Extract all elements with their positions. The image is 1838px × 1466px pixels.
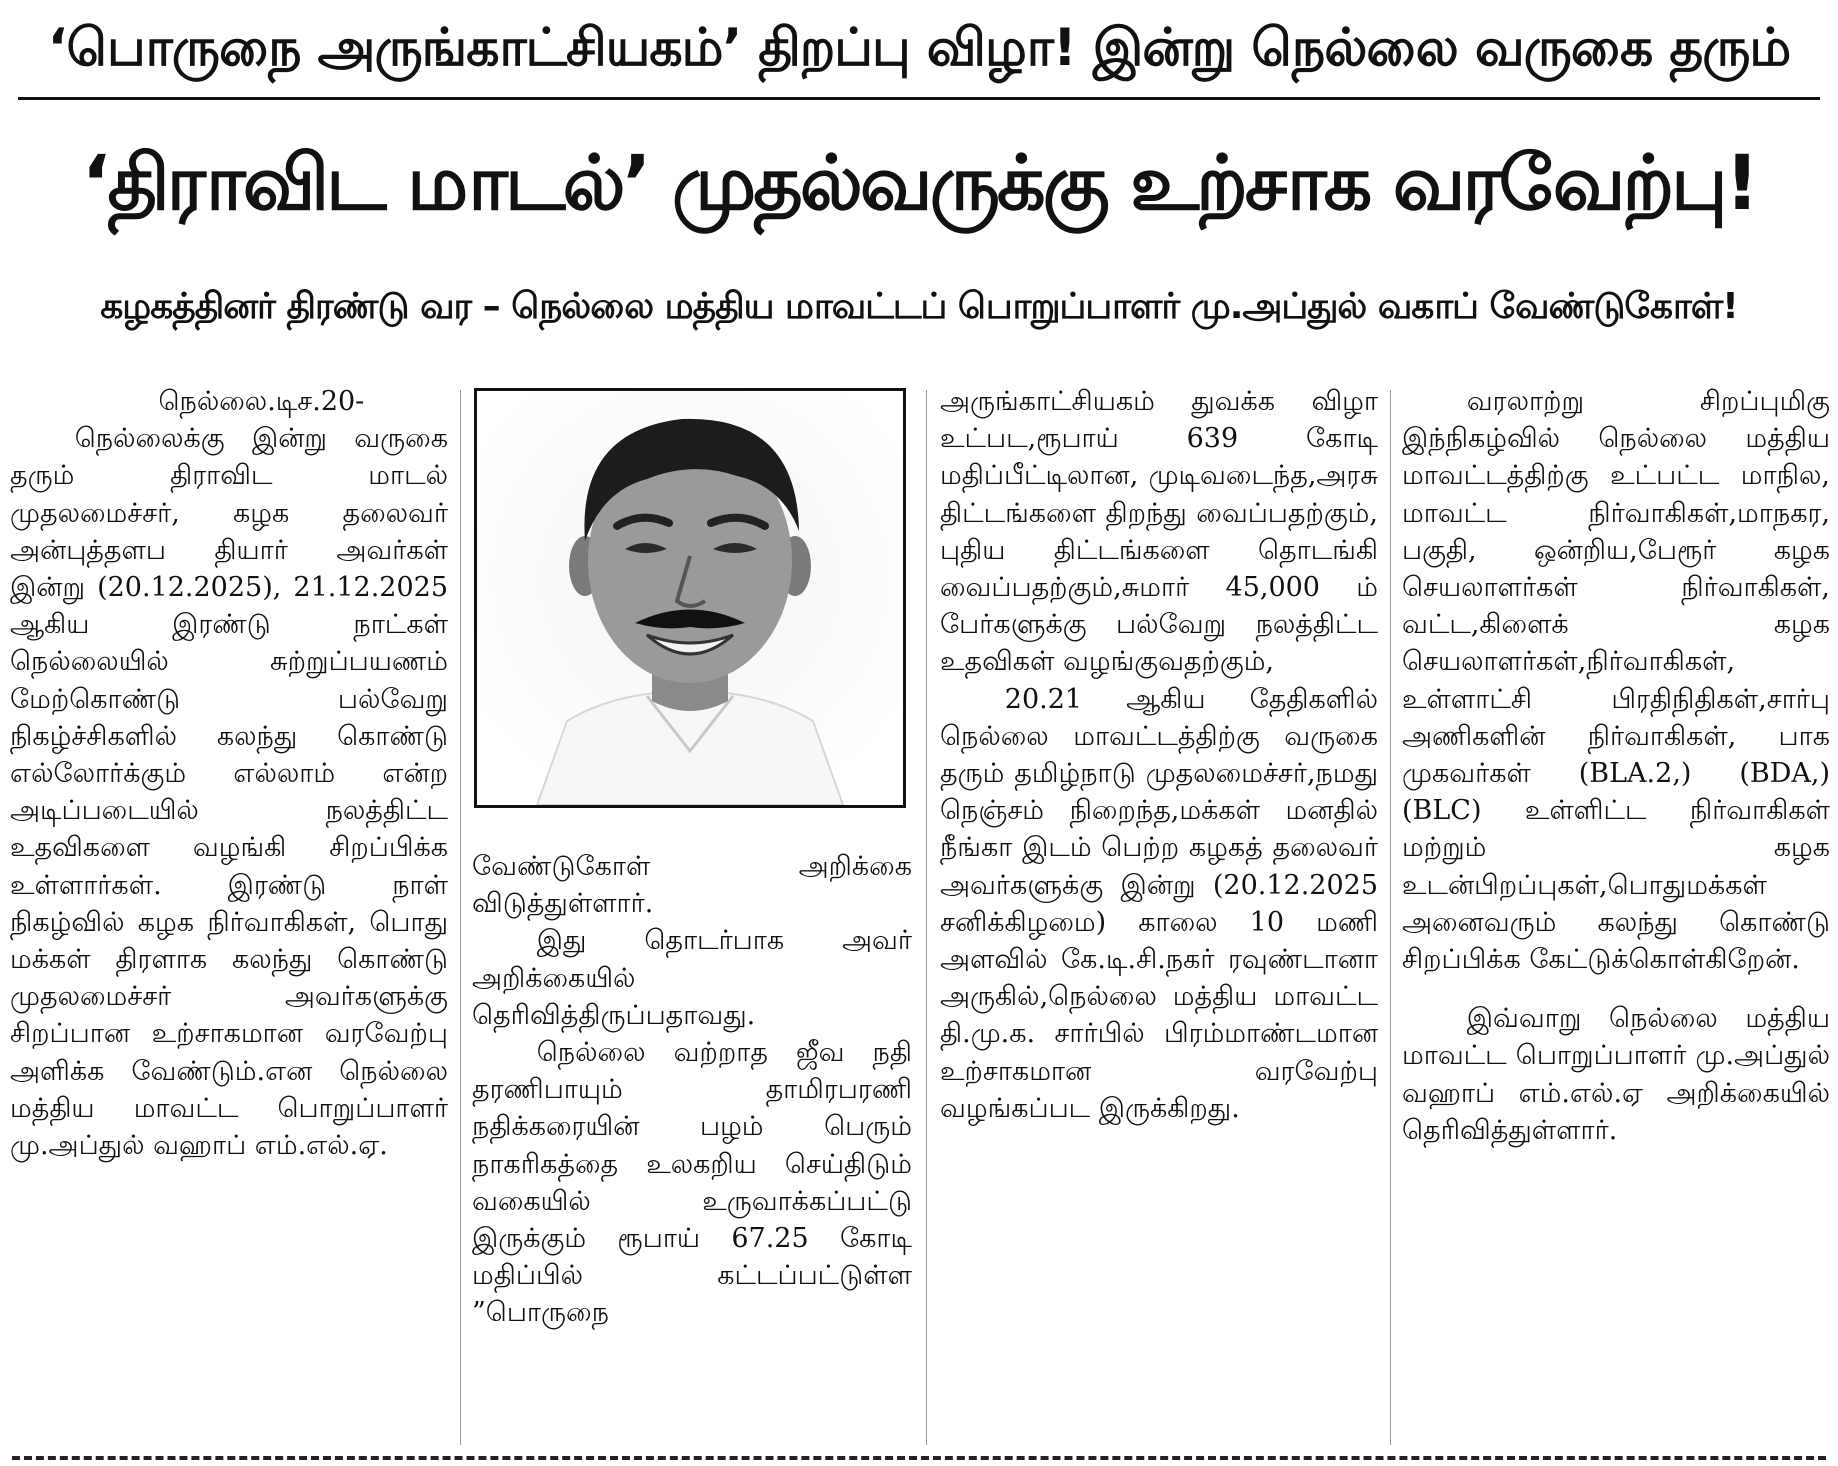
paragraph: வேண்டுகோள் அறிக்கை விடுத்துள்ளார். — [472, 851, 912, 920]
article-column-1 — [10, 383, 448, 1453]
column-divider — [460, 390, 461, 1445]
article-column-3 — [940, 383, 1378, 1453]
column-divider — [926, 390, 927, 1445]
dateline: நெல்லை.டிச.20- — [158, 386, 365, 417]
article-column-2 — [472, 848, 912, 1453]
paragraph: நெல்லை வற்றாத ஜீவ நதி தரணிபாயும் தாமிரபரணி நதிக்கரையின் பழம் பெரும் நாகரிகத்தை உலகறிய செய்திடும் வகையில் உருவாக்கப்பட்டு இருக்கும் ரூபாய் 67.25 கோடி மதிப்பில் கட்டப்பட்டுள்ள ”பொருநை — [472, 1037, 912, 1329]
paragraph: 20.21 ஆகிய தேதிகளில் நெல்லை மாவட்டத்திற்கு வருகை தரும் தமிழ்நாடு முதலமைச்சர்,நமது நெஞ்சம் நிறைந்த,மக்கள் மனதில் நீங்கா இடம் பெற்ற கழகத் தலைவர் அவர்களுக்கு இன்று (20.12.2025 சனிக்கிழமை) காலை 10 மணி அளவில் கே.டி.சி.நகர் ரவுண்டானா அருகில்,நெல்லை மத்திய மாவட்ட தி.மு.க. சார்பில் பிரம்மாண்டமான உற்சாகமான வரவேற்பு வழங்கப்பட இருக்கிறது. — [940, 683, 1378, 1124]
bottom-dashed-rule — [12, 1456, 1826, 1460]
top-rule — [18, 97, 1820, 100]
paragraph: அருங்காட்சியகம் துவக்க விழா உட்பட,ரூபாய் 639 கோடி மதிப்பீட்டிலான, முடிவடைந்த,அரசு திட்டங்களை திறந்து வைப்பதற்கும், புதிய திட்டங்களை தொடங்கி வைப்பதற்கும்,சுமார் 45,000 ம் பேர்களுக்கு பல்வேறு நலத்திட்ட உதவிகள் வழங்குவதற்கும், — [940, 386, 1378, 678]
portrait-image — [477, 391, 903, 805]
paragraph: இவ்வாறு நெல்லை மத்திய மாவட்ட பொறுப்பாளர் மு.அப்துல் வஹாப் எம்.எல்.ஏ அறிக்கையில் தெரிவித்துள்ளார். — [1402, 1003, 1830, 1146]
paragraph: இது தொடர்பாக அவர் அறிக்கையில் தெரிவித்திருப்பதாவது. — [472, 925, 912, 1031]
column-divider — [1390, 390, 1391, 1445]
article-column-4 — [1402, 383, 1830, 1453]
paragraph: வரலாற்று சிறப்புமிகு இந்நிகழ்வில் நெல்லை மத்திய மாவட்டத்திற்கு உட்பட்ட மாநில, மாவட்ட நிர்வாகிகள்,மாநகர, பகுதி, ஒன்றிய,பேரூர் கழக செயலாளர்கள் நிர்வாகிகள், வட்ட,கிளைக் கழக செயலாளர்கள்,நிர்வாகிகள், உள்ளாட்சி பிரதிநிதிகள்,சார்பு அணிகளின் நிர்வாகிகள், பாக முகவர்கள் (BLA.2,) (BDA,) (BLC) உள்ளிட்ட நிர்வாகிகள் மற்றும் கழக உடன்பிறப்புகள்,பொதுமக்கள் அனைவரும் கலந்து கொண்டு சிறப்பிக்க கேட்டுக்கொள்கிறேன். — [1402, 386, 1830, 976]
kicker-headline: ‘பொருநை அருங்காட்சியகம்’ திறப்பு விழா! இன்று நெல்லை வருகை தரும் — [47, 18, 1791, 78]
main-headline: ‘திராவிட மாடல்’ முதல்வருக்கு உற்சாக வரவேற்பு! — [81, 138, 1757, 227]
subheadline: கழகத்தினர் திரண்டு வர – நெல்லை மத்திய மாவட்டப் பொறுப்பாளர் மு.அப்துல் வகாப் வேண்டுகோள்! — [100, 286, 1738, 327]
portrait-photo — [474, 388, 906, 808]
paragraph: நெல்லைக்கு இன்று வருகை தரும் திராவிட மாடல் முதலமைச்சர், கழக தலைவர் அன்புத்தளப தியார் அவர்கள் இன்று (20.12.2025), 21.12.2025 ஆகிய இரண்டு நாட்கள் நெல்லையில் சுற்றுப்பயணம் மேற்கொண்டு பல்வேறு நிகழ்ச்சிகளில் கலந்து கொண்டு எல்லோர்க்கும் எல்லாம் என்ற அடிப்படையில் நலத்திட்ட உதவிகளை வழங்கி சிறப்பிக்க உள்ளார்கள். இரண்டு நாள் நிகழ்வில் கழக நிர்வாகிகள், பொது மக்கள் திரளாக கலந்து கொண்டு முதலமைச்சர் அவர்களுக்கு சிறப்பான உற்சாகமான வரவேற்பு அளிக்க வேண்டும்.என நெல்லை மத்திய மாவட்ட பொறுப்பாளர் மு.அப்துல் வஹாப் எம்.எல்.ஏ. — [10, 423, 448, 1162]
